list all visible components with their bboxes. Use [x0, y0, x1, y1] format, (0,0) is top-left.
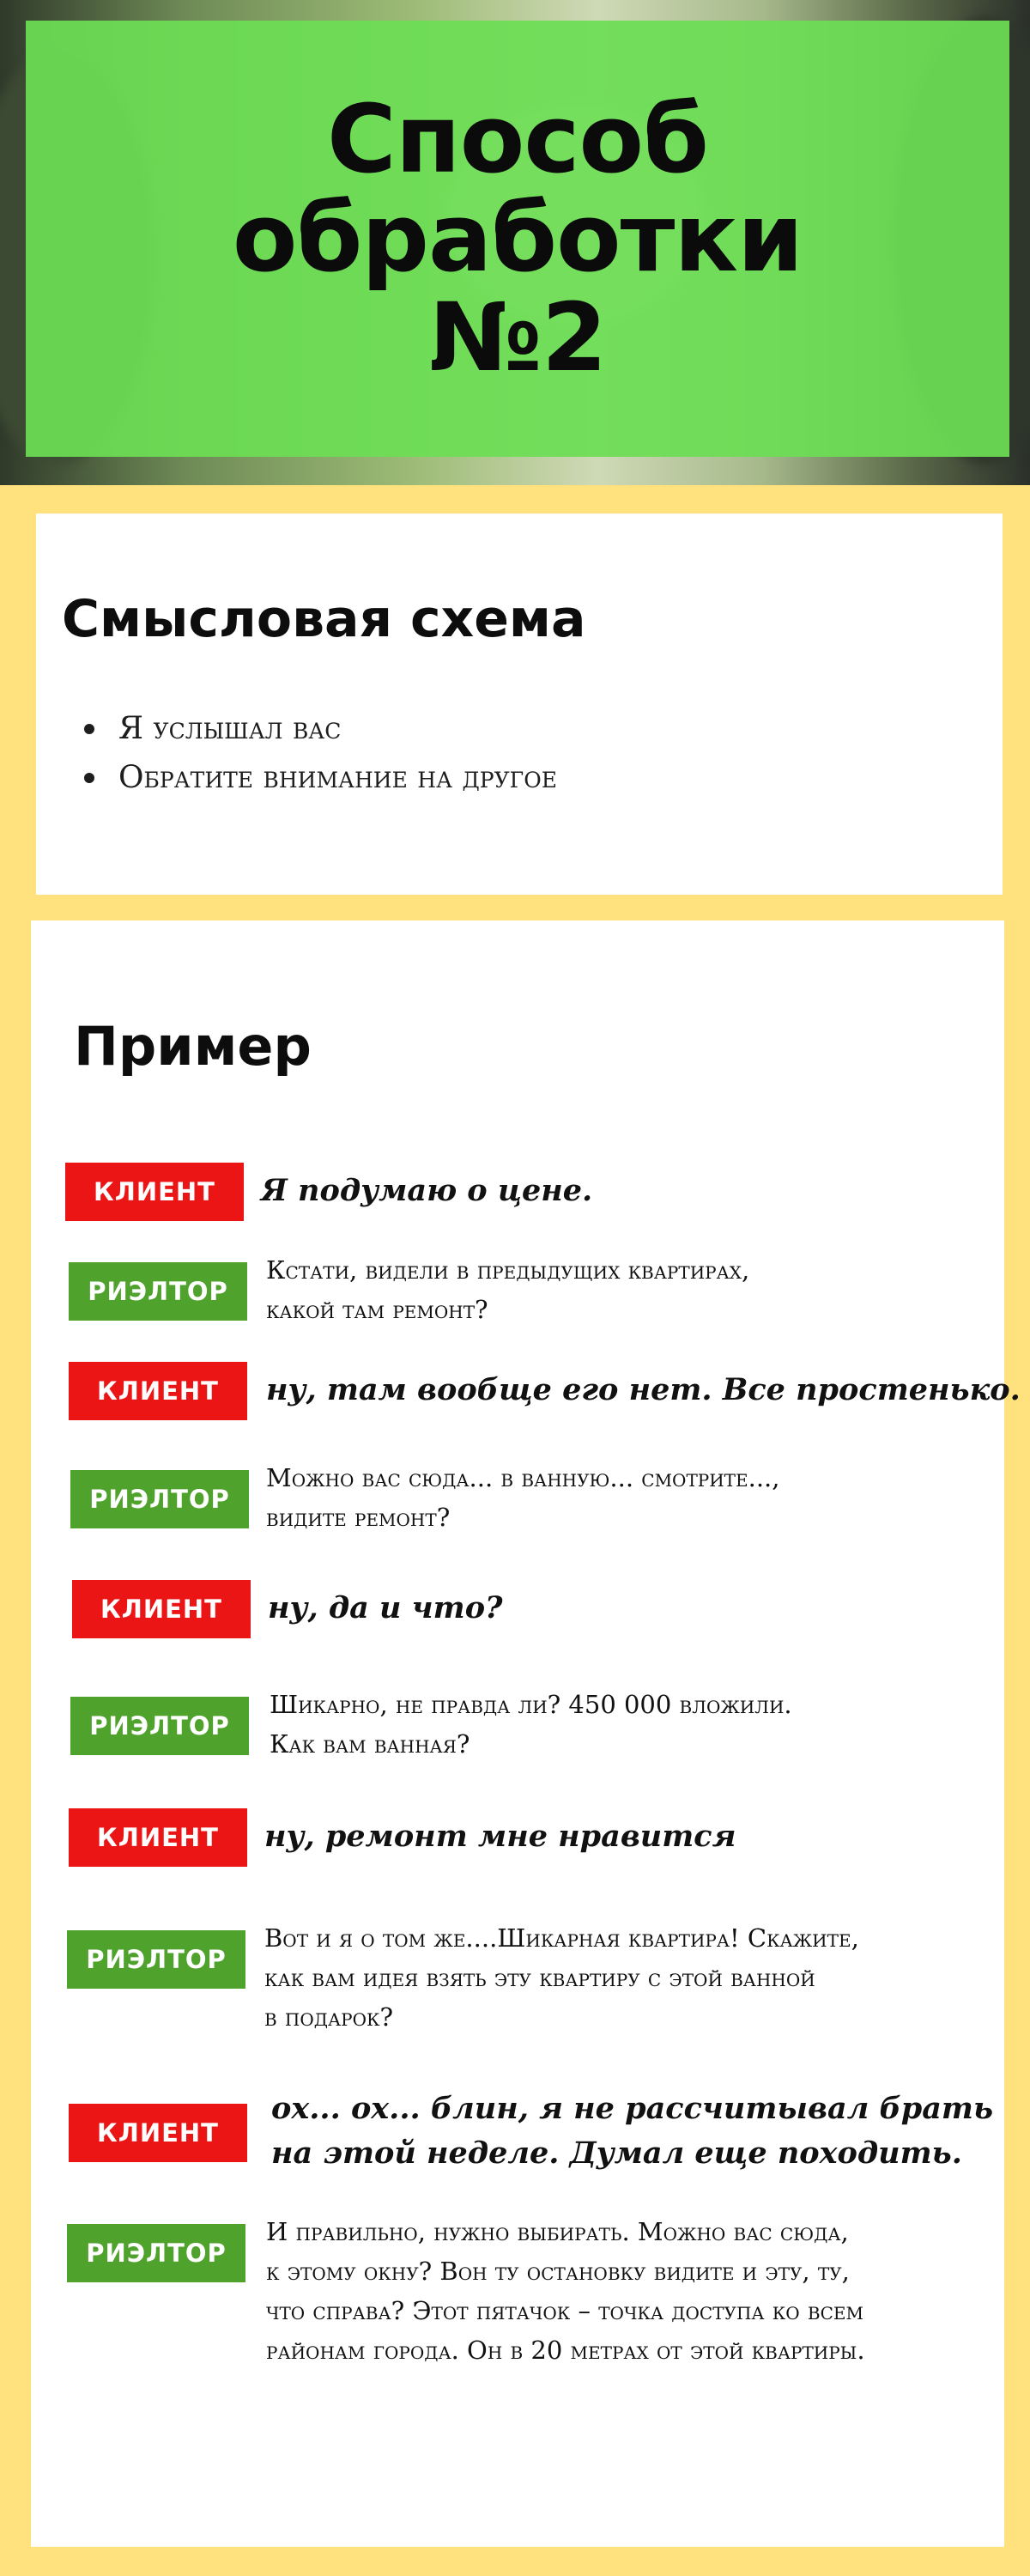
realtor-tag: РИЭЛТОР [70, 1470, 249, 1528]
hero-title-box [26, 21, 1009, 457]
bullet-icon [84, 724, 94, 734]
client-tag: КЛИЕНТ [69, 1808, 247, 1867]
client-speech: ну, там вообще его нет. Все простенько. [266, 1372, 1021, 1407]
client-tag: КЛИЕНТ [65, 1163, 244, 1221]
scheme-heading: Смысловая схема [62, 589, 586, 649]
client-speech: ну, ремонт мне нравится [264, 1819, 736, 1854]
example-card [31, 920, 1021, 2547]
scheme-list [77, 704, 557, 802]
client-speech: ну, да и что? [268, 1590, 503, 1625]
realtor-speech: Кстати, видели в предыдущих квартирах, какой там ремонт? [266, 1255, 750, 1324]
realtor-speech: И правильно, нужно выбирать. Можно вас сюда, к этому окну? Вон ту остановку видите и эту, ту, что справа? Этот пятачок – точка доступа ко всем районам города. Он в 20 метрах от этой квартиры. [266, 2217, 865, 2365]
client-speech: Я подумаю о цене. [261, 1173, 593, 1208]
scheme-item: Обратите внимание на другое [77, 753, 557, 802]
scheme-item: Я услышал вас [77, 704, 557, 753]
bullet-icon [84, 773, 94, 783]
client-speech: ох... ох... блин, я не рассчитывал брать на этой неделе. Думал еще походить. [271, 2091, 994, 2171]
realtor-tag: РИЭЛТОР [67, 1930, 245, 1989]
example-heading: Пример [74, 1015, 312, 1078]
realtor-speech: Можно вас сюда... в ванную... смотрите..., видите ремонт? [266, 1463, 780, 1532]
realtor-tag: РИЭЛТОР [67, 2224, 245, 2282]
realtor-tag: РИЭЛТОР [69, 1262, 247, 1321]
semantic-scheme-card [36, 513, 1003, 895]
page-title: Способ обработки №2 [232, 83, 803, 392]
realtor-tag: РИЭЛТОР [70, 1697, 249, 1755]
client-tag: КЛИЕНТ [69, 1362, 247, 1420]
client-tag: КЛИЕНТ [72, 1580, 251, 1638]
client-tag: КЛИЕНТ [69, 2104, 247, 2162]
realtor-speech: Шикарно, не правда ли? 450 000 вложили. Как вам ванная? [270, 1690, 792, 1759]
hero-banner [0, 0, 1030, 485]
realtor-speech: Вот и я о том же....Шикарная квартира! Скажите, как вам идея взять эту квартиру с этой ванной в подарок? [264, 1923, 859, 2032]
